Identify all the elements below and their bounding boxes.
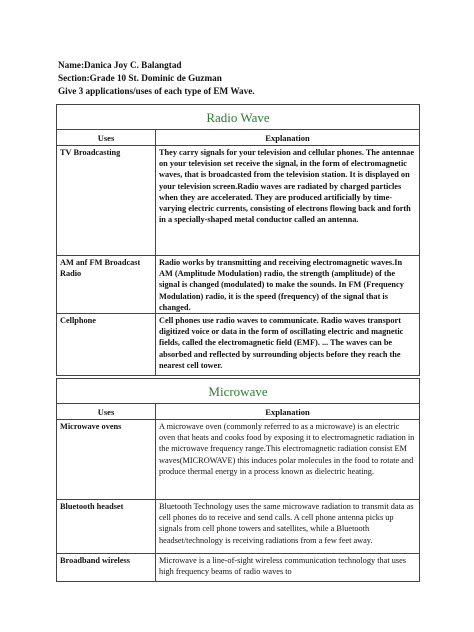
table-row — [57, 146, 420, 256]
use-cell: TV Broadcasting — [57, 146, 156, 256]
student-name: Name:Danica Joy C. Balangtad — [58, 60, 182, 70]
explanation-cell: Radio works by transmitting and receiving electromagnetic waves.In AM (Amplitude Modulation) radio, the strength (amplitude) of the signal is changed (modulated) to make the sounds. In FM (Frequency Modulation) radio, it is the speed (frequency) of the signal that is changed. — [156, 256, 420, 314]
explanation-cell: Cell phones use radio waves to communicate. Radio waves transport digitized voice or data in the form of oscillating electric and magnetic fields, called the electromagnetic field (EMF). ... The waves can be absorbed and reflected by surrounding objects before they reach the nearest cell tower. — [156, 314, 420, 376]
use-cell: AM anf FM Broadcast Radio — [57, 256, 156, 314]
student-section: Section:Grade 10 St. Dominic de Guzman — [58, 73, 222, 83]
column-header-uses: Uses — [57, 404, 156, 420]
column-header-explanation: Explanation — [156, 130, 420, 146]
table-row — [57, 554, 420, 582]
table-title: Microwave — [57, 379, 420, 404]
use-cell: Microwave ovens — [57, 420, 156, 500]
use-cell: Broadband wireless — [57, 554, 156, 582]
table-row — [57, 420, 420, 500]
student-header — [58, 59, 255, 98]
column-header-uses: Uses — [57, 130, 156, 146]
use-cell: Cellphone — [57, 314, 156, 376]
explanation-cell: Microwave is a line-of-sight wireless communication technology that uses high frequency beams of radio waves to — [156, 554, 420, 582]
explanation-cell: A microwave oven (commonly referred to as a microwave) is an electric oven that heats and cooks food by exposing it to electromagnetic radiation in the microwave frequency range.This electromagnetic radiation consist EM waves(MICROWAVE) this induces polar molecules in the food to rotate and produce thermal energy in a process known as dielectric heating. — [156, 420, 420, 500]
explanation-cell: They carry signals for your television and cellular phones. The antennae on your television set receive the signal, in the form of electromagnetic waves, that is broadcasted from the television station. It is displayed on your television screen.Radio waves are radiated by charged particles when they are accelerated. They are produced artificially by time-varying electric currents, consisting of electrons flowing back and forth in a specially-shaped metal conductor called an antenna. — [156, 146, 420, 256]
table-row — [57, 314, 420, 376]
assignment-instruction: Give 3 applications/uses of each type of EM Wave. — [58, 86, 255, 96]
explanation-cell: Bluetooth Technology uses the same microwave radiation to transmit data as cell phones do to receive and send calls. A cell phone antenna picks up signals from cell phone towers and satellites, while a Bluetooth headset/technology is receiving radiations from a few feet away. — [156, 500, 420, 554]
table-row — [57, 256, 420, 314]
use-cell: Bluetooth headset — [57, 500, 156, 554]
table-title: Radio Wave — [57, 105, 420, 130]
column-header-explanation: Explanation — [156, 404, 420, 420]
radio-wave-table — [56, 104, 420, 376]
table-row — [57, 500, 420, 554]
microwave-table — [56, 378, 420, 582]
